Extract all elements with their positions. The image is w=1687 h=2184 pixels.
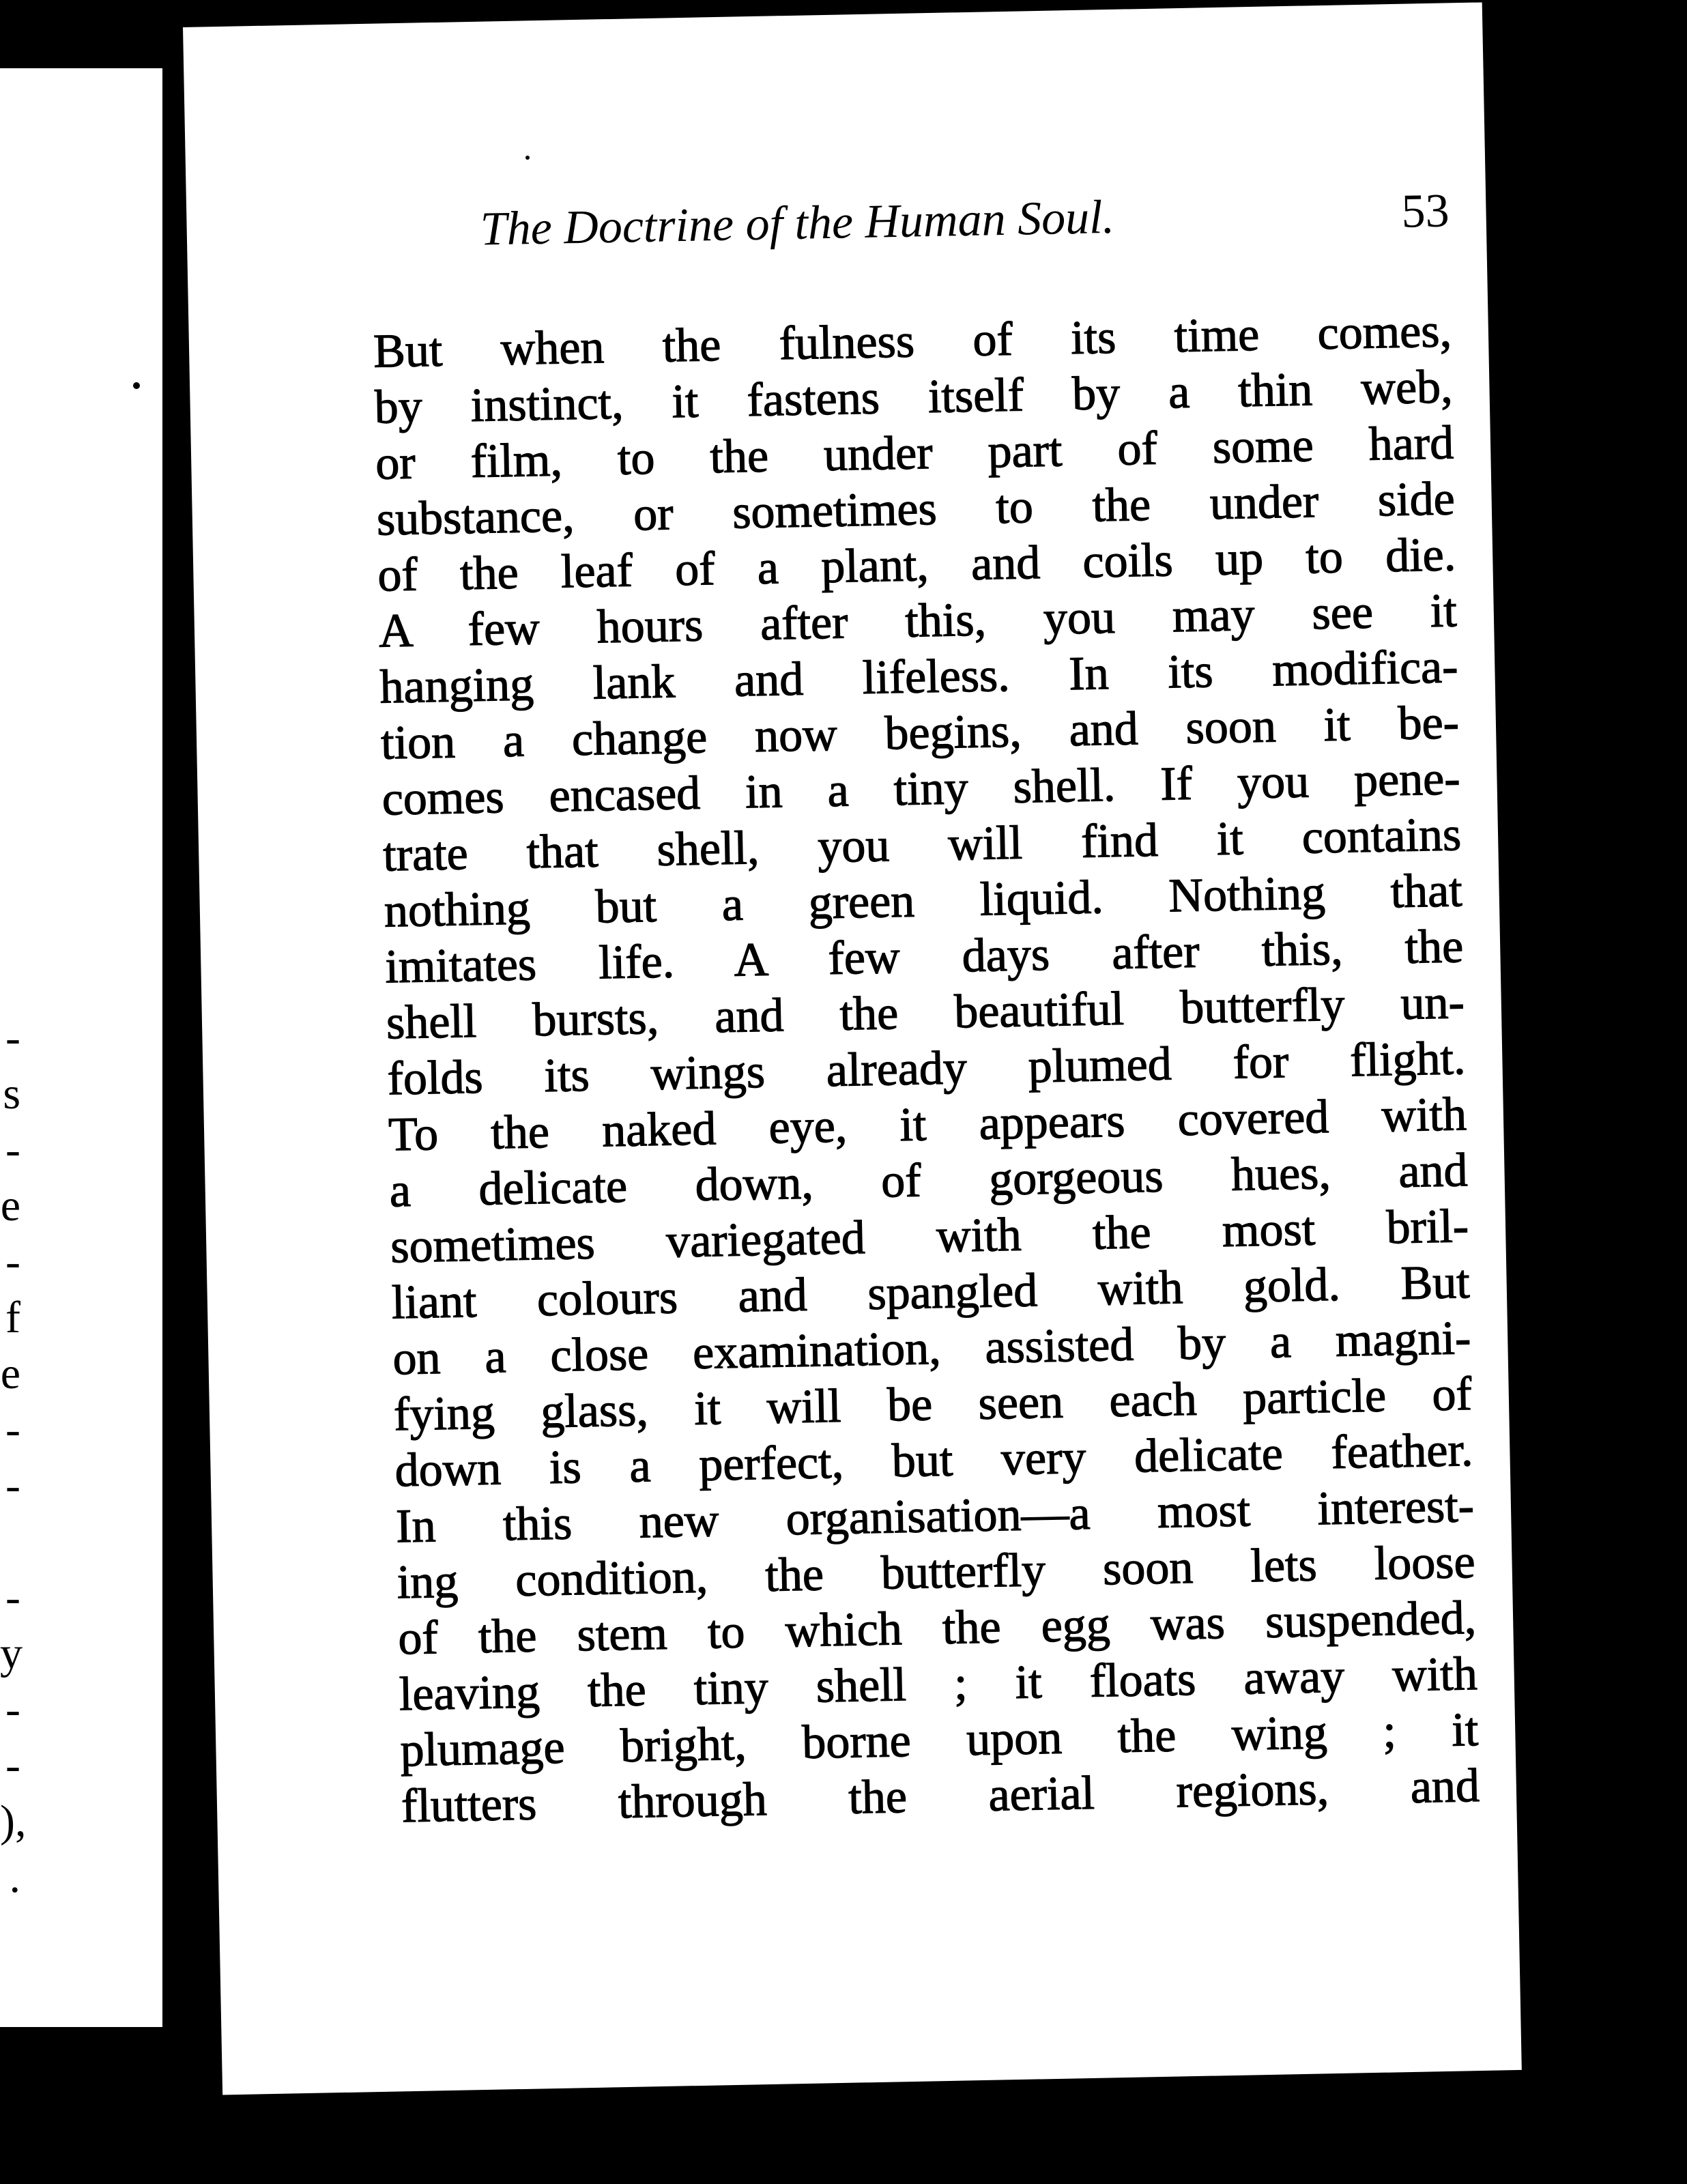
left-page-fragment: - xyxy=(5,1013,20,1063)
book-gutter xyxy=(162,68,183,2027)
book-page xyxy=(183,2,1522,2095)
text-line: or film, to the under part of some hard xyxy=(375,416,1454,490)
text-line: In this new organisation—a most interest- xyxy=(395,1480,1475,1553)
scan-speck xyxy=(1549,1686,1553,1689)
body-text xyxy=(373,303,1480,1835)
left-page-fragment: e xyxy=(0,1349,20,1398)
left-page-fragment: - xyxy=(5,1740,20,1790)
left-page-fragment: f xyxy=(5,1293,20,1342)
text-line: fying glass, it will be seen each particle of xyxy=(393,1368,1473,1441)
scan-speck xyxy=(525,156,530,160)
left-page-fragment xyxy=(0,1514,20,1570)
left-page-fragment: - xyxy=(5,1125,20,1175)
text-line: hanging lank and lifeless. In its modifica- xyxy=(379,640,1459,714)
text-line: on a close examination, assisted by a magni- xyxy=(392,1312,1471,1385)
text-line: leaving the tiny shell ; it floats away with xyxy=(399,1648,1478,1721)
text-line: of the leaf of a plant, and coils up to die. xyxy=(377,528,1456,602)
page-number: 53 xyxy=(1400,184,1450,238)
text-line: a delicate down, of gorgeous hues, and xyxy=(389,1144,1469,1218)
left-page-fragment: - xyxy=(5,1461,20,1510)
text-line: To the naked eye, it appears covered with xyxy=(388,1088,1467,1162)
left-page-fragment: - xyxy=(5,1237,20,1287)
text-line: tion a change now begins, and soon it be- xyxy=(380,696,1460,770)
left-page-fragment: - xyxy=(5,1572,20,1622)
page-header xyxy=(480,173,1450,267)
running-title: The Doctrine of the Human Soul. xyxy=(480,190,1115,256)
left-page-fragment: e xyxy=(0,1181,20,1231)
text-line: plumage bright, borne upon the wing ; it xyxy=(399,1704,1479,1777)
text-line: down is a perfect, but very delicate feather. xyxy=(394,1424,1474,1497)
text-line: nothing but a green liquid. Nothing that xyxy=(384,864,1463,938)
left-page-fragment: . xyxy=(9,1852,20,1902)
text-line: by instinct, it fastens itself by a thin web, xyxy=(374,360,1454,434)
text-line: liant colours and spangled with gold. But xyxy=(391,1256,1471,1330)
left-page-fragments xyxy=(0,1010,27,1906)
left-page-fragment: y xyxy=(0,1628,23,1678)
left-page-fragment: - xyxy=(5,1405,20,1454)
text-line: ing condition, the butterfly soon lets loose xyxy=(396,1536,1476,1609)
text-line: folds its wings already plumed for flight. xyxy=(386,1032,1467,1106)
text-line: shell bursts, and the beautiful butterfly un- xyxy=(386,976,1465,1050)
scan-speck xyxy=(133,382,140,389)
left-page-fragment: ), xyxy=(0,1796,27,1846)
left-page-fragment: s xyxy=(3,1069,20,1119)
text-line: comes encased in a tiny shell. If you pene- xyxy=(381,752,1461,826)
scan-speck xyxy=(164,205,169,214)
text-line: of the stem to which the egg was suspended, xyxy=(397,1592,1477,1665)
text-line: imitates life. A few days after this, the xyxy=(384,920,1464,994)
text-line: But when the fulness of its time comes, xyxy=(373,304,1452,378)
text-line: trate that shell, you will find it contains xyxy=(382,808,1462,882)
left-page-edge xyxy=(0,68,162,2027)
text-line: sometimes variegated with the most bril- xyxy=(390,1200,1469,1274)
text-line: substance, or sometimes to the under side xyxy=(376,472,1456,546)
scan-speck xyxy=(1539,1693,1544,1697)
left-page-fragment: - xyxy=(5,1684,20,1734)
text-line: A few hours after this, you may see it xyxy=(378,584,1458,658)
text-line: flutters through the aerial regions, and xyxy=(401,1759,1480,1833)
